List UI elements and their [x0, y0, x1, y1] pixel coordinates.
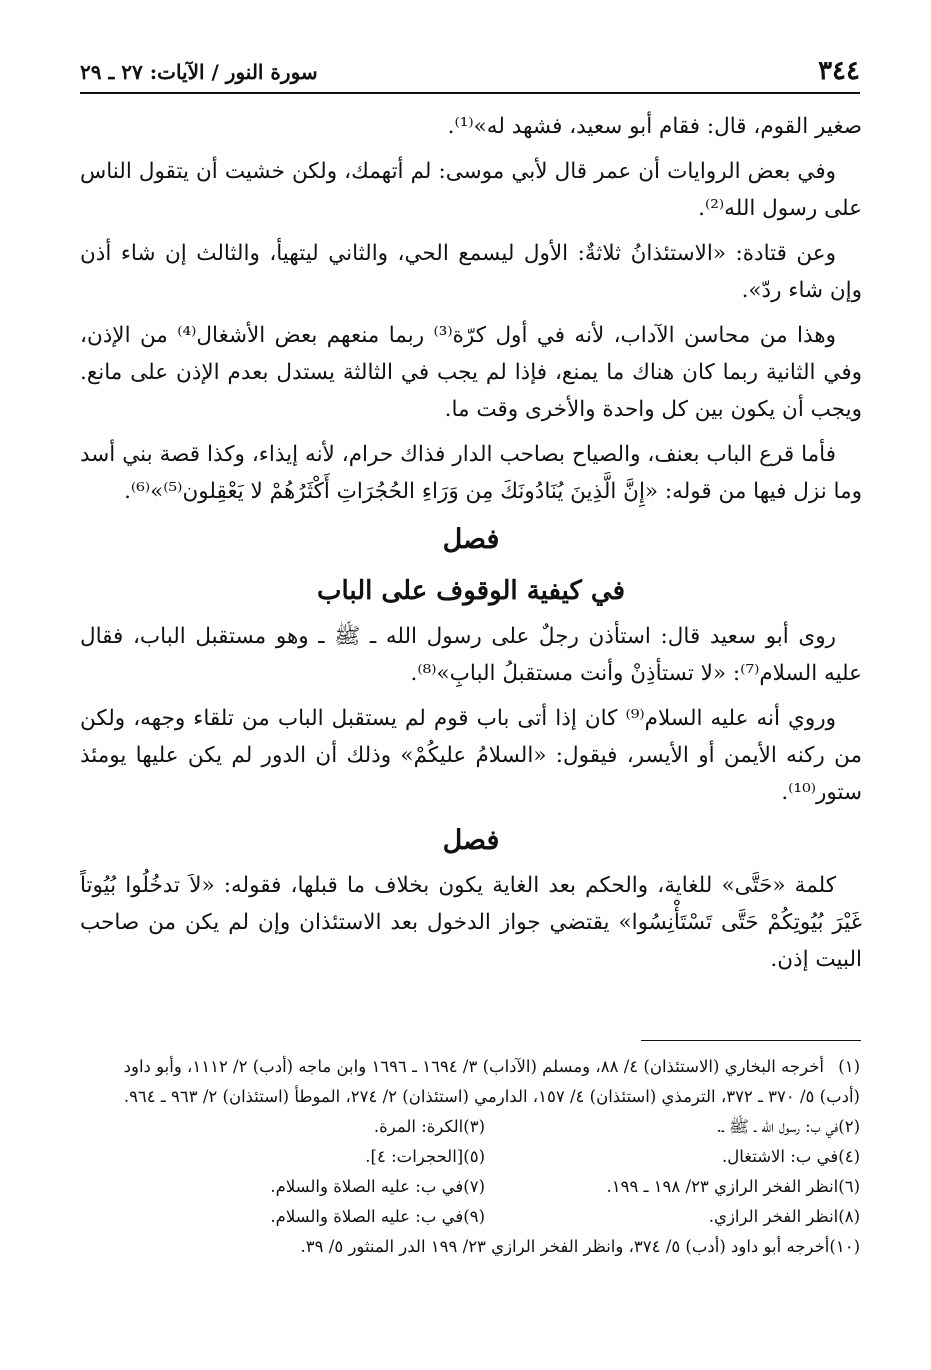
footnote-text: الكرة: المرة. [373, 1117, 464, 1136]
footnote-text: انظر الفخر الرازي. [708, 1207, 839, 1226]
footnote [485, 1202, 860, 1232]
footnote-number: (٧) [463, 1177, 485, 1196]
paragraph: فأما قرع الباب بعنف، والصياح بصاحب الدار فذاك حرام، لأنه إيذاء، وكذا قصة بني أسد وما نزل فيها من قوله: «إِنَّ الَّذِينَ يُنَادُونَكَ مِن وَرَاءِ الحُجُرَاتِ أَكْثَرُهُمْ لا يَعْقِلون⁽⁵⁾»⁽⁶⁾. [80, 442, 862, 504]
footnote-text: في ب: عليه الصلاة والسلام. [270, 1177, 464, 1196]
main-text [80, 108, 862, 986]
footnote-number: (٢) [838, 1117, 860, 1136]
paragraph: وعن قتادة: «الاستئذانُ ثلاثةٌ: الأول ليسمع الحي، والثاني ليتهيأ، والثالث إن شاء أذن وإن شاء ردّ». [80, 241, 862, 303]
paragraph: كلمة «حَتَّى» للغاية، والحكم بعد الغاية يكون بخلاف ما قبلها، فقوله: «لاَ تدخُلُوا بُيُوتاً غَيْرَ بُيُوتِكُمْ حَتَّى تَسْتَأْنِسُوا» يقتضي جواز الدخول بعد الاستئذان وإن لم يكن من صاحب البيت إذن. [80, 873, 862, 972]
footnote-row [110, 1142, 860, 1172]
footnotes [110, 1052, 860, 1262]
footnote-number: (٣) [463, 1117, 485, 1136]
footnote-text: أخرجه البخاري (الاستئذان) ٤/ ٨٨، ومسلم (الآداب) ٣/ ١٦٩٤ ـ ١٦٩٦ وابن ماجه (أدب) ٢/ ١١١٢، وأبو داود (أدب) ٥/ ٣٧٠ ـ ٣٧٢، الترمذي (استئذان) ٤/ ١٥٧، الدارمي (استئذان) ٢/ ٢٧٤، الموطأ (استئذان) ٢/ ٩٦٣ ـ ٩٦٤. [123, 1057, 860, 1106]
footnote [110, 1142, 485, 1172]
footnote-number: (٥) [463, 1147, 485, 1166]
section-heading: فصل [442, 825, 500, 856]
section-heading: فصل [442, 524, 500, 555]
footnote-row [110, 1112, 860, 1142]
footnote-number: (٨) [838, 1207, 860, 1226]
paragraph: وروي أنه عليه السلام⁽⁹⁾ كان إذا أتى باب قوم لم يستقبل الباب من تلقاء وجهه، ولكن من ركنه الأيمن أو الأيسر، فيقول: «السلامُ عليكُمْ» وذلك أن الدور لم يكن عليها يومئذ ستور⁽¹⁰⁾. [80, 706, 862, 805]
footnote-text: في ب: الاشتغال. [722, 1147, 839, 1166]
paragraph: صغير القوم، قال: فقام أبو سعيد، فشهد له»⁽¹⁾. [447, 114, 862, 139]
footnote [110, 1202, 485, 1232]
footnote-divider [641, 1040, 861, 1041]
footnote-text: [الحجرات: ٤]. [365, 1147, 464, 1166]
footnote-row [110, 1202, 860, 1232]
footnote-text: انظر الفخر الرازي ٢٣/ ١٩٨ ـ ١٩٩. [606, 1177, 839, 1196]
footnote [110, 1172, 485, 1202]
footnote [110, 1232, 860, 1262]
paragraph: روى أبو سعيد قال: استأذن رجلٌ على رسول الله ـ ﷺ ـ وهو مستقبل الباب، فقال عليه السلام⁽⁷⁾: «لا تستأذِنْ وأنت مستقبلُ البابِ»⁽⁸⁾. [80, 624, 862, 686]
footnote-text: في ب: رسول الله ـ ﷺ ـ. [716, 1117, 839, 1136]
footnote [485, 1112, 860, 1142]
footnote-number: (٤) [838, 1147, 860, 1166]
page-header [80, 42, 860, 94]
footnote-number: (١٠) [829, 1237, 860, 1256]
footnote-row [110, 1172, 860, 1202]
footnote [110, 1112, 485, 1142]
footnote-text: في ب: عليه الصلاة والسلام. [270, 1207, 464, 1226]
footnote [485, 1172, 860, 1202]
paragraph: وهذا من محاسن الآداب، لأنه في أول كرّة⁽³⁾ ربما منعهم بعض الأشغال⁽⁴⁾ من الإذن، وفي الثانية ربما كان هناك ما يمنع، فإذا لم يجب في الثالثة يستدل بعدم الإذن على مانع. ويجب أن يكون بين كل واحدة والأخرى وقت ما. [80, 323, 862, 422]
running-head: سورة النور / الآيات: ٢٧ ـ ٢٩ [80, 60, 318, 84]
footnote [485, 1142, 860, 1172]
paragraph: وفي بعض الروايات أن عمر قال لأبي موسى: لم أتهمك، ولكن خشيت أن يتقول الناس على رسول الله⁽²⁾. [80, 159, 862, 221]
footnote [110, 1052, 860, 1112]
page-number: ٣٤٤ [818, 56, 860, 86]
section-subheading: في كيفية الوقوف على الباب [316, 576, 626, 606]
footnote-text: أخرجه أبو داود (أدب) ٥/ ٣٧٤، وانظر الفخر الرازي ٢٣/ ١٩٩ الدر المنثور ٥/ ٣٩. [300, 1237, 830, 1256]
footnote-number: (٦) [838, 1177, 860, 1196]
footnote-number: (١) [838, 1057, 860, 1076]
footnote-number: (٩) [463, 1207, 485, 1226]
